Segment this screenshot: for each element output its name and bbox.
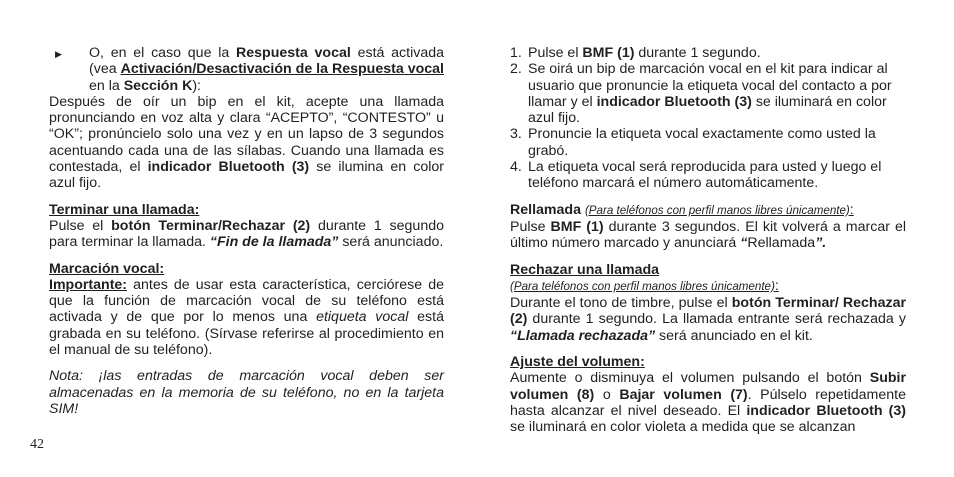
reject-call-heading: Rechazar una llamada xyxy=(510,261,660,278)
end-call-heading: Terminar una llamada: xyxy=(49,201,200,218)
bullet-text: está activada (vea xyxy=(89,45,444,78)
bullet-text: en la xyxy=(89,77,124,94)
answer-call-paragraph: Después de oír un bip en el kit, acepte una llamada pronunciando en voz alta y clara “ACEPTO”, “CONTESTO” u “OK”; pronúncielo solo una vez y en un lapso de 3 segundos acentuando cada una de las sílabas. Cuando una llamada es contestada, el indicador Bluetooth (3) se ilumina en color azul fijo. xyxy=(49,93,445,192)
right-column xyxy=(510,45,906,436)
reject-call-note: (Para teléfonos con perfil manos libres únicamente): xyxy=(510,277,779,294)
page-number: 42 xyxy=(30,437,44,452)
redial-heading: Rellamada (Para teléfonos con perfil manos libres únicamente): xyxy=(510,201,854,218)
voice-dial-paragraph: Importante: antes de usar esta característica, cerciórese de que la función de marcación vocal de su teléfono está activada y de que por lo menos una etiqueta vocal está grabada en su teléfono. (Sírvase referirse al procedimiento en el manual de su teléfono). xyxy=(49,276,444,359)
redial-paragraph: Pulse BMF (1) durante 3 segundos. El kit volverá a marcar el último número marcado y anunciará “Rellamada”. xyxy=(510,218,907,252)
triangle-right-icon: ▶ xyxy=(55,49,62,59)
end-call-paragraph: Pulse el botón Terminar/Rechazar (2) durante 1 segundo para terminar la llamada. “Fin de la llamada” será anunciado. xyxy=(49,217,444,251)
left-column xyxy=(49,45,444,417)
section-reference-link[interactable]: Activación/Desactivación de la Respuesta vocal xyxy=(120,61,444,78)
bullet-text: ): xyxy=(192,77,201,94)
list-item: 4. La etiqueta vocal será reproducida para usted y luego el teléfono marcará el número automáticamente. xyxy=(510,159,882,192)
bullet-bold: Respuesta vocal xyxy=(236,45,351,61)
list-item: 3. Pronuncie la etiqueta vocal exactamente como usted la grabó. xyxy=(510,126,876,159)
volume-heading: Ajuste del volumen: xyxy=(510,354,645,371)
volume-paragraph: Aumente o disminuya el volumen pulsando el botón Subir volumen (8) o Bajar volumen (7). Púlselo repetidamente hasta alcanzar el nivel deseado. El indicador Bluetooth (3) se iluminará en color violeta a medida que se alcanzan xyxy=(510,370,906,436)
voice-dial-heading: Marcación vocal: xyxy=(49,260,165,277)
voice-dial-steps xyxy=(510,45,906,192)
list-item: 1. Pulse el BMF (1) durante 1 segundo. xyxy=(510,45,761,61)
bullet-text: O, en el caso que la xyxy=(89,45,237,61)
list-item: 2. Se oirá un bip de marcación vocal en el kit para indicar al usuario que pronuncie la etiqueta vocal del contacto a por llamar y el indicador Bluetooth (3) se iluminará en color azul fijo. xyxy=(510,61,892,127)
bullet-bold: Sección K xyxy=(123,77,193,94)
voice-response-bullet xyxy=(49,45,444,94)
sim-note: Nota: ¡las entradas de marcación vocal deben ser almacenadas en la memoria de su teléfono, no en la tarjeta SIM! xyxy=(49,368,444,417)
important-label: Importante: xyxy=(49,276,128,293)
reject-call-paragraph: Durante el tono de timbre, pulse el botón Terminar/ Rechazar (2) durante 1 segundo. La llamada entrante será rechazada y “Llamada rechazada” será anunciado en el kit. xyxy=(510,295,906,344)
